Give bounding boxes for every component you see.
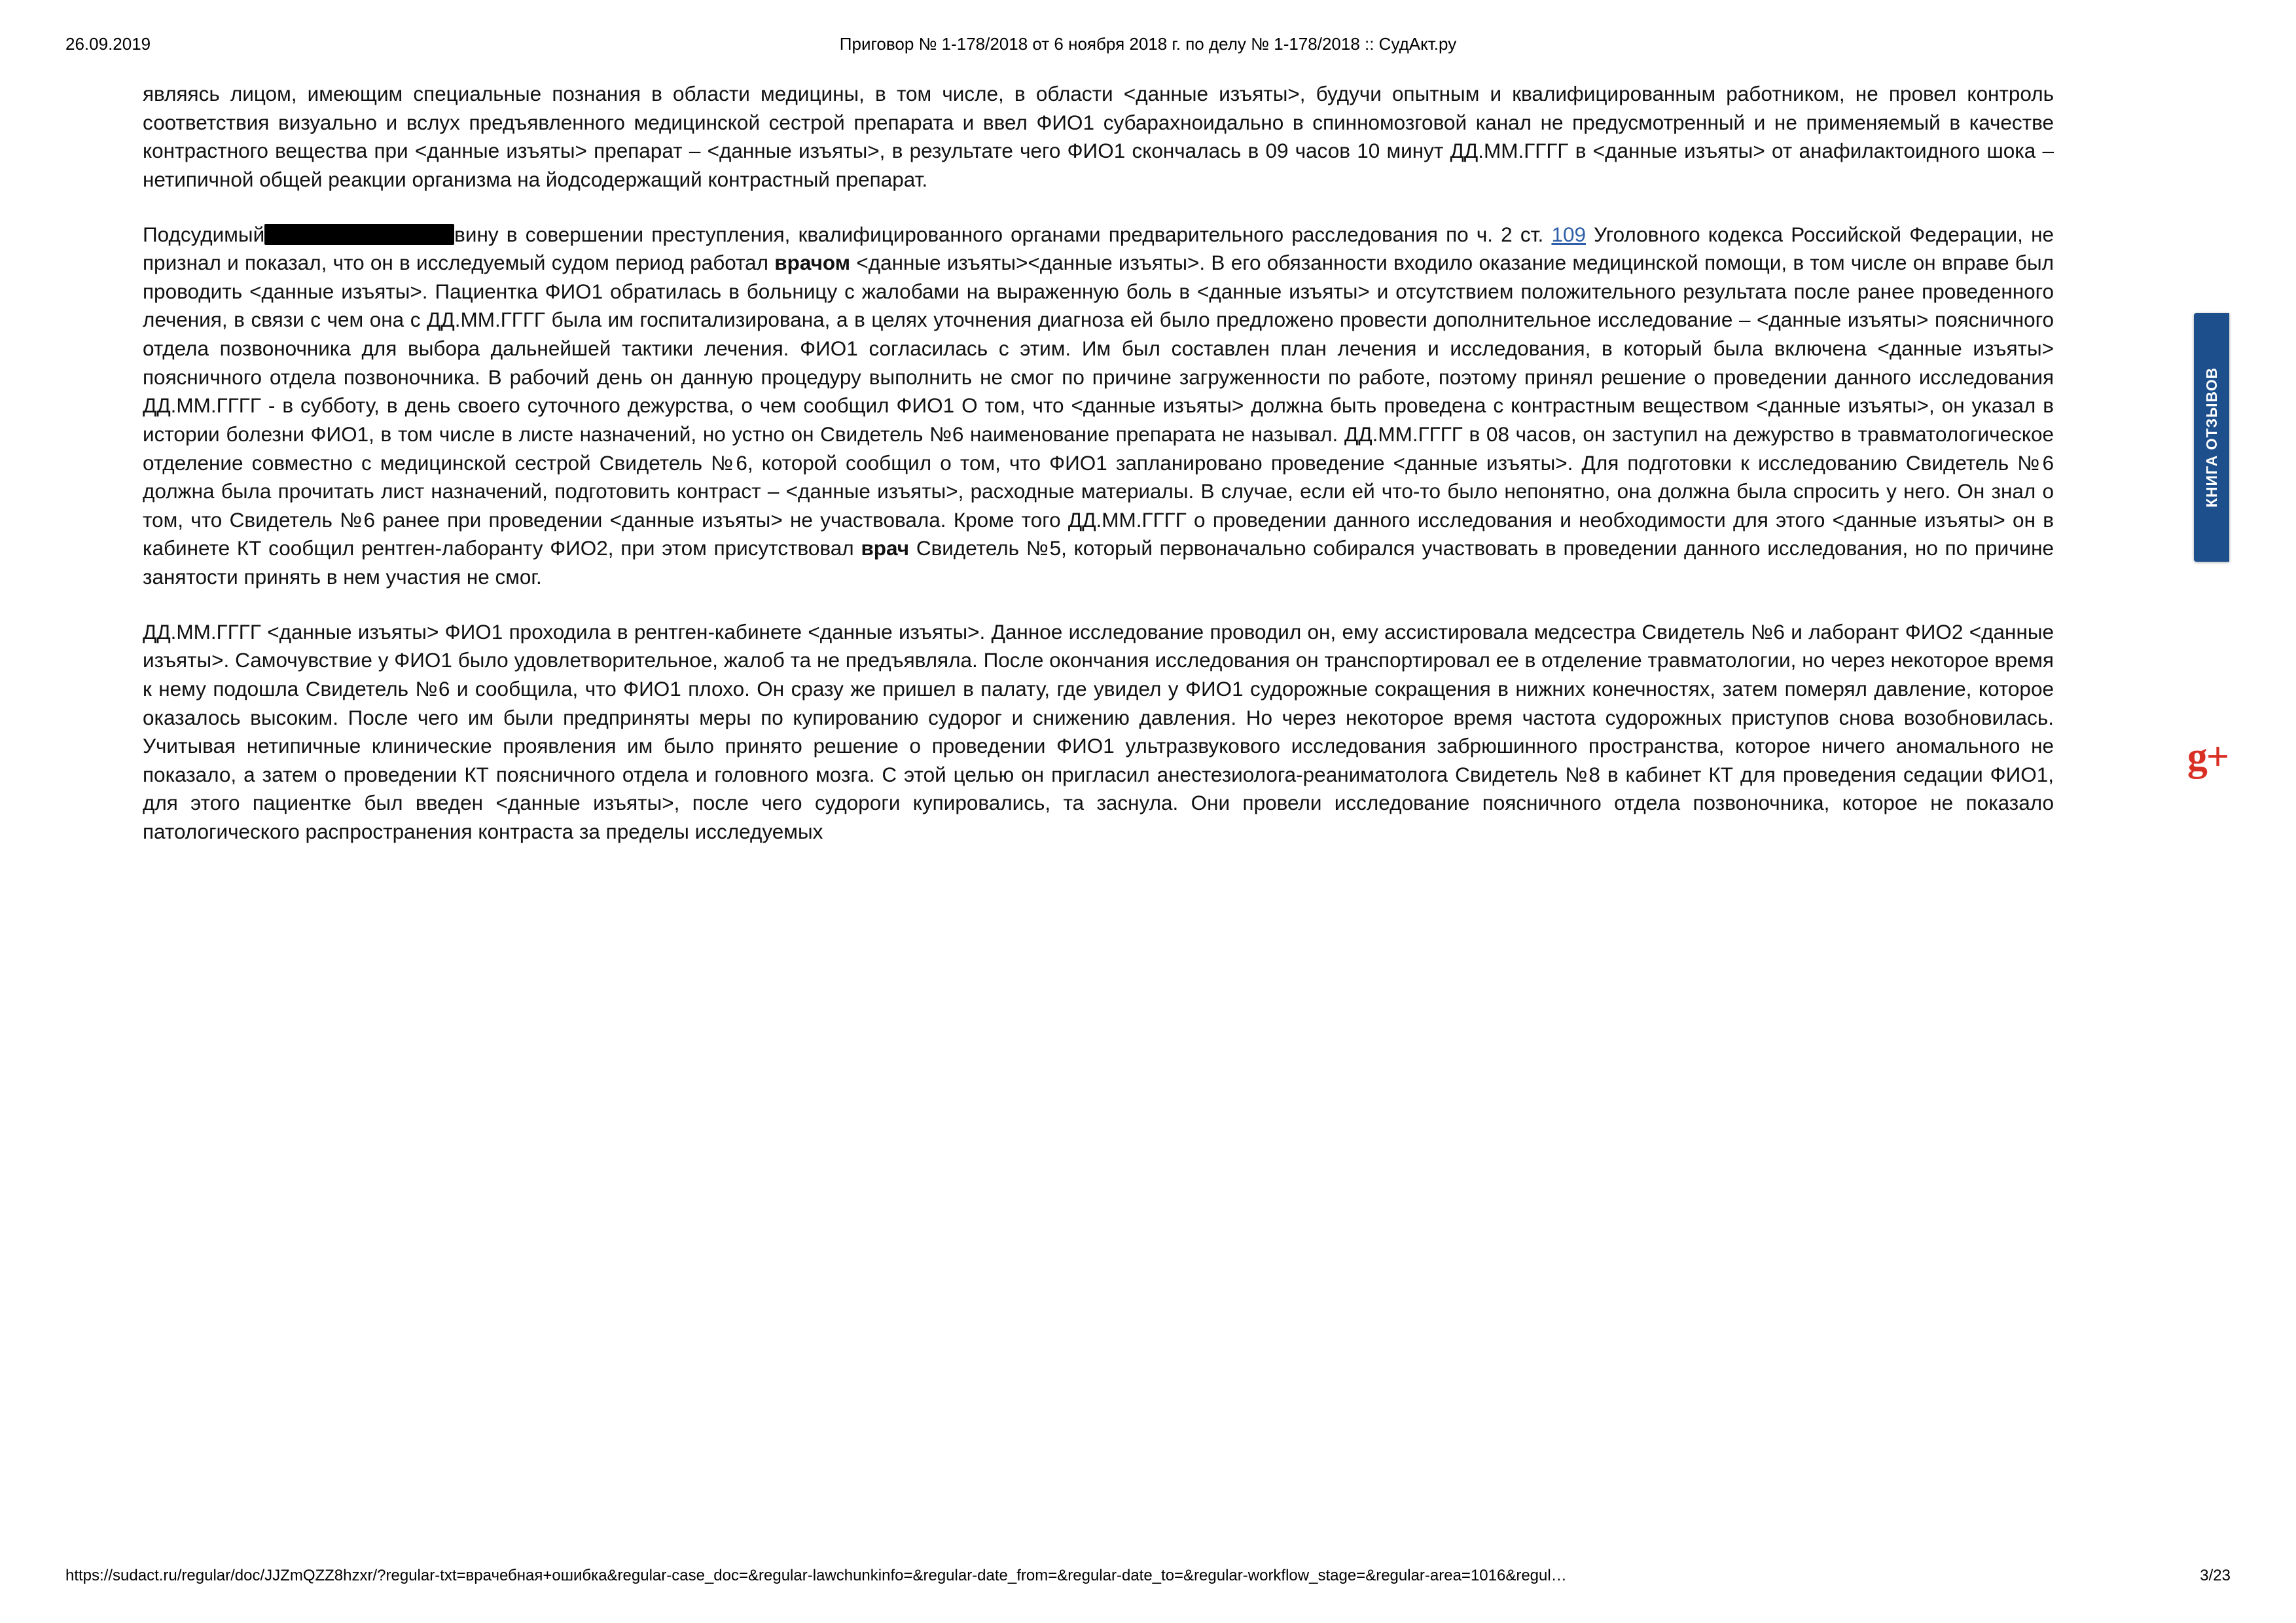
paragraph-2-segment-4: Свидетель №5, который первоначально собирался участвовать в проведении данного исследования, но по причине занятости принять в нем участия не смог. (143, 536, 2054, 589)
google-plus-icon: g+ (2187, 735, 2229, 779)
print-footer (0, 1567, 2296, 1589)
article-109-link[interactable]: 109 (1551, 222, 1587, 246)
print-header-date: 26.09.2019 (65, 34, 151, 54)
google-plus-share-button[interactable] (2178, 727, 2238, 787)
paragraph-1: являясь лицом, имеющим специальные познания в области медицины, в том числе, в области <данные изъяты>, будучи опытным и квалифицированным работником, не провел контроль соответствия визуально и вслух предъявленного медицинской сестрой препарата и ввел ФИО1 субарахноидально в спинномозговой канал не предусмотренный и не применяемый в качестве контрастного вещества при <данные изъяты> препарат – <данные изъяты>, в результате чего ФИО1 скончалась в 09 часов 10 минут ДД.ММ.ГГГГ в <данные изъяты> от анафилактоидного шока – нетипичной общей реакции организма на йодсодержащий контрастный препарат. (143, 82, 2054, 191)
paragraph-3: ДД.ММ.ГГГГ <данные изъяты> ФИО1 проходила в рентген-кабинете <данные изъяты>. Данное исследование проводил он, ему ассистировала медсестра Свидетель №6 и лаборант ФИО2 <данные изъяты>. Самочувствие у ФИО1 было удовлетворительное, жалоб та не предъявляла. После окончания исследования он транспортировал ее в отделение травматологии, но через некоторое время к нему подошла Свидетель №6 и сообщила, что ФИО1 плохо. Он сразу же пришел в палату, где увидел у ФИО1 судорожные сокращения в нижних конечностях, затем померял давление, которое оказалось высоким. После чего им были предприняты меры по купированию судорог и снижению давления. Но через некоторое время частота судорожных приступов снова возобновилась. Учитывая нетипичные клинические проявления им было принято решение о проведении ФИО1 ультразвукового исследования забрюшинного пространства, которое ничего аномального не показало, а затем о проведении КТ поясничного отдела и головного мозга. С этой целью он пригласил анестезиолога-реаниматолога Свидетель №8 в кабинет КТ для проведения седации ФИО1, для этого пациентке был введен <данные изъяты>, после чего судороги купировались, та заснула. Они провели исследование поясничного отдела позвоночника, которое не показало патологического распространения контраста за пределы исследуемых (143, 619, 2054, 843)
print-header (0, 34, 2296, 60)
print-footer-url: https://sudact.ru/regular/doc/JJZmQZZ8hzxr/?regular-txt=врачебная+ошибка&regular-case_doc=&regular-lawchunkinfo=&regular-date_from=&regular-date_to=&regular-workflow_stage=&regular-area=1016&regul… (65, 1567, 1567, 1584)
feedback-book-tab[interactable] (2194, 313, 2229, 562)
document-body (143, 80, 2054, 847)
paragraph-2-bold-1: врачом (774, 251, 851, 275)
paragraph-2-segment-2: Уголовного кодекса Российской Федерации, не признал и показал, что он в исследуемый судом период работал (143, 222, 2054, 275)
print-header-title: Приговор № 1-178/2018 от 6 ноября 2018 г. по делу № 1-178/2018 :: СудАкт.ру (839, 34, 1457, 54)
print-footer-page-number: 3/23 (2200, 1567, 2231, 1584)
paragraph-2-bold-2: врач (861, 536, 910, 560)
feedback-book-tab-label: КНИГА ОТЗЫВОВ (2203, 367, 2220, 508)
redaction-bar (264, 224, 454, 245)
paragraph-2 (143, 221, 2054, 592)
paragraph-2-after-redaction: вину в совершении преступления, квалифицированного органами предварительного расследования по ч. 2 ст. (454, 222, 1552, 246)
paragraph-2-intro: Подсудимый (143, 222, 265, 246)
paragraph-2-segment-3: <данные изъяты><данные изъяты>. В его обязанности входило оказание медицинской помощи, в том числе он вправе был проводить <данные изъяты>. Пациентка ФИО1 обратилась в больницу с жалобами на выраженную боль в <данные изъяты> и отсутствием положительного результата после ранее проведенного лечения, в связи с чем она с ДД.ММ.ГГГГ была им госпитализирована, а в целях уточнения диагноза ей было предложено провести дополнительное исследование – <данные изъяты> поясничного отдела позвоночника для выбора дальнейшей тактики лечения. ФИО1 согласилась с этим. Им был составлен план лечения и исследования, в который была включена <данные изъяты> поясничного отдела позвоночника. В рабочий день он данную процедуру выполнить не смог по причине загруженности по работе, поэтому принял решение о проведении данного исследования ДД.ММ.ГГГГ - в субботу, в день своего суточного дежурства, о чем сообщил ФИО1 О том, что <данные изъяты> должна быть проведена с контрастным веществом <данные изъяты>, он указал в истории болезни ФИО1, в том числе в листе назначений, но устно он Свидетель №6 наименование препарата не называл. ДД.ММ.ГГГГ в 08 часов, он заступил на дежурство в травматологическое отделение совместно с медицинской сестрой Свидетель №6, которой сообщил о том, что ФИО1 запланировано проведение <данные изъяты>. Для подготовки к исследованию Свидетель №6 должна была прочитать лист назначений, подготовить контраст – <данные изъяты>, расходные материалы. В случае, если ей что-то было непонятно, она должна была спросить у него. Он знал о том, что Свидетель №6 ранее при проведении <данные изъяты> не участвовала. Кроме того ДД.ММ.ГГГГ о проведении данного исследования и необходимости для этого <данные изъяты> он в кабинете КТ сообщил рентген-лаборанту ФИО2, при этом присутствовал (143, 251, 2054, 560)
